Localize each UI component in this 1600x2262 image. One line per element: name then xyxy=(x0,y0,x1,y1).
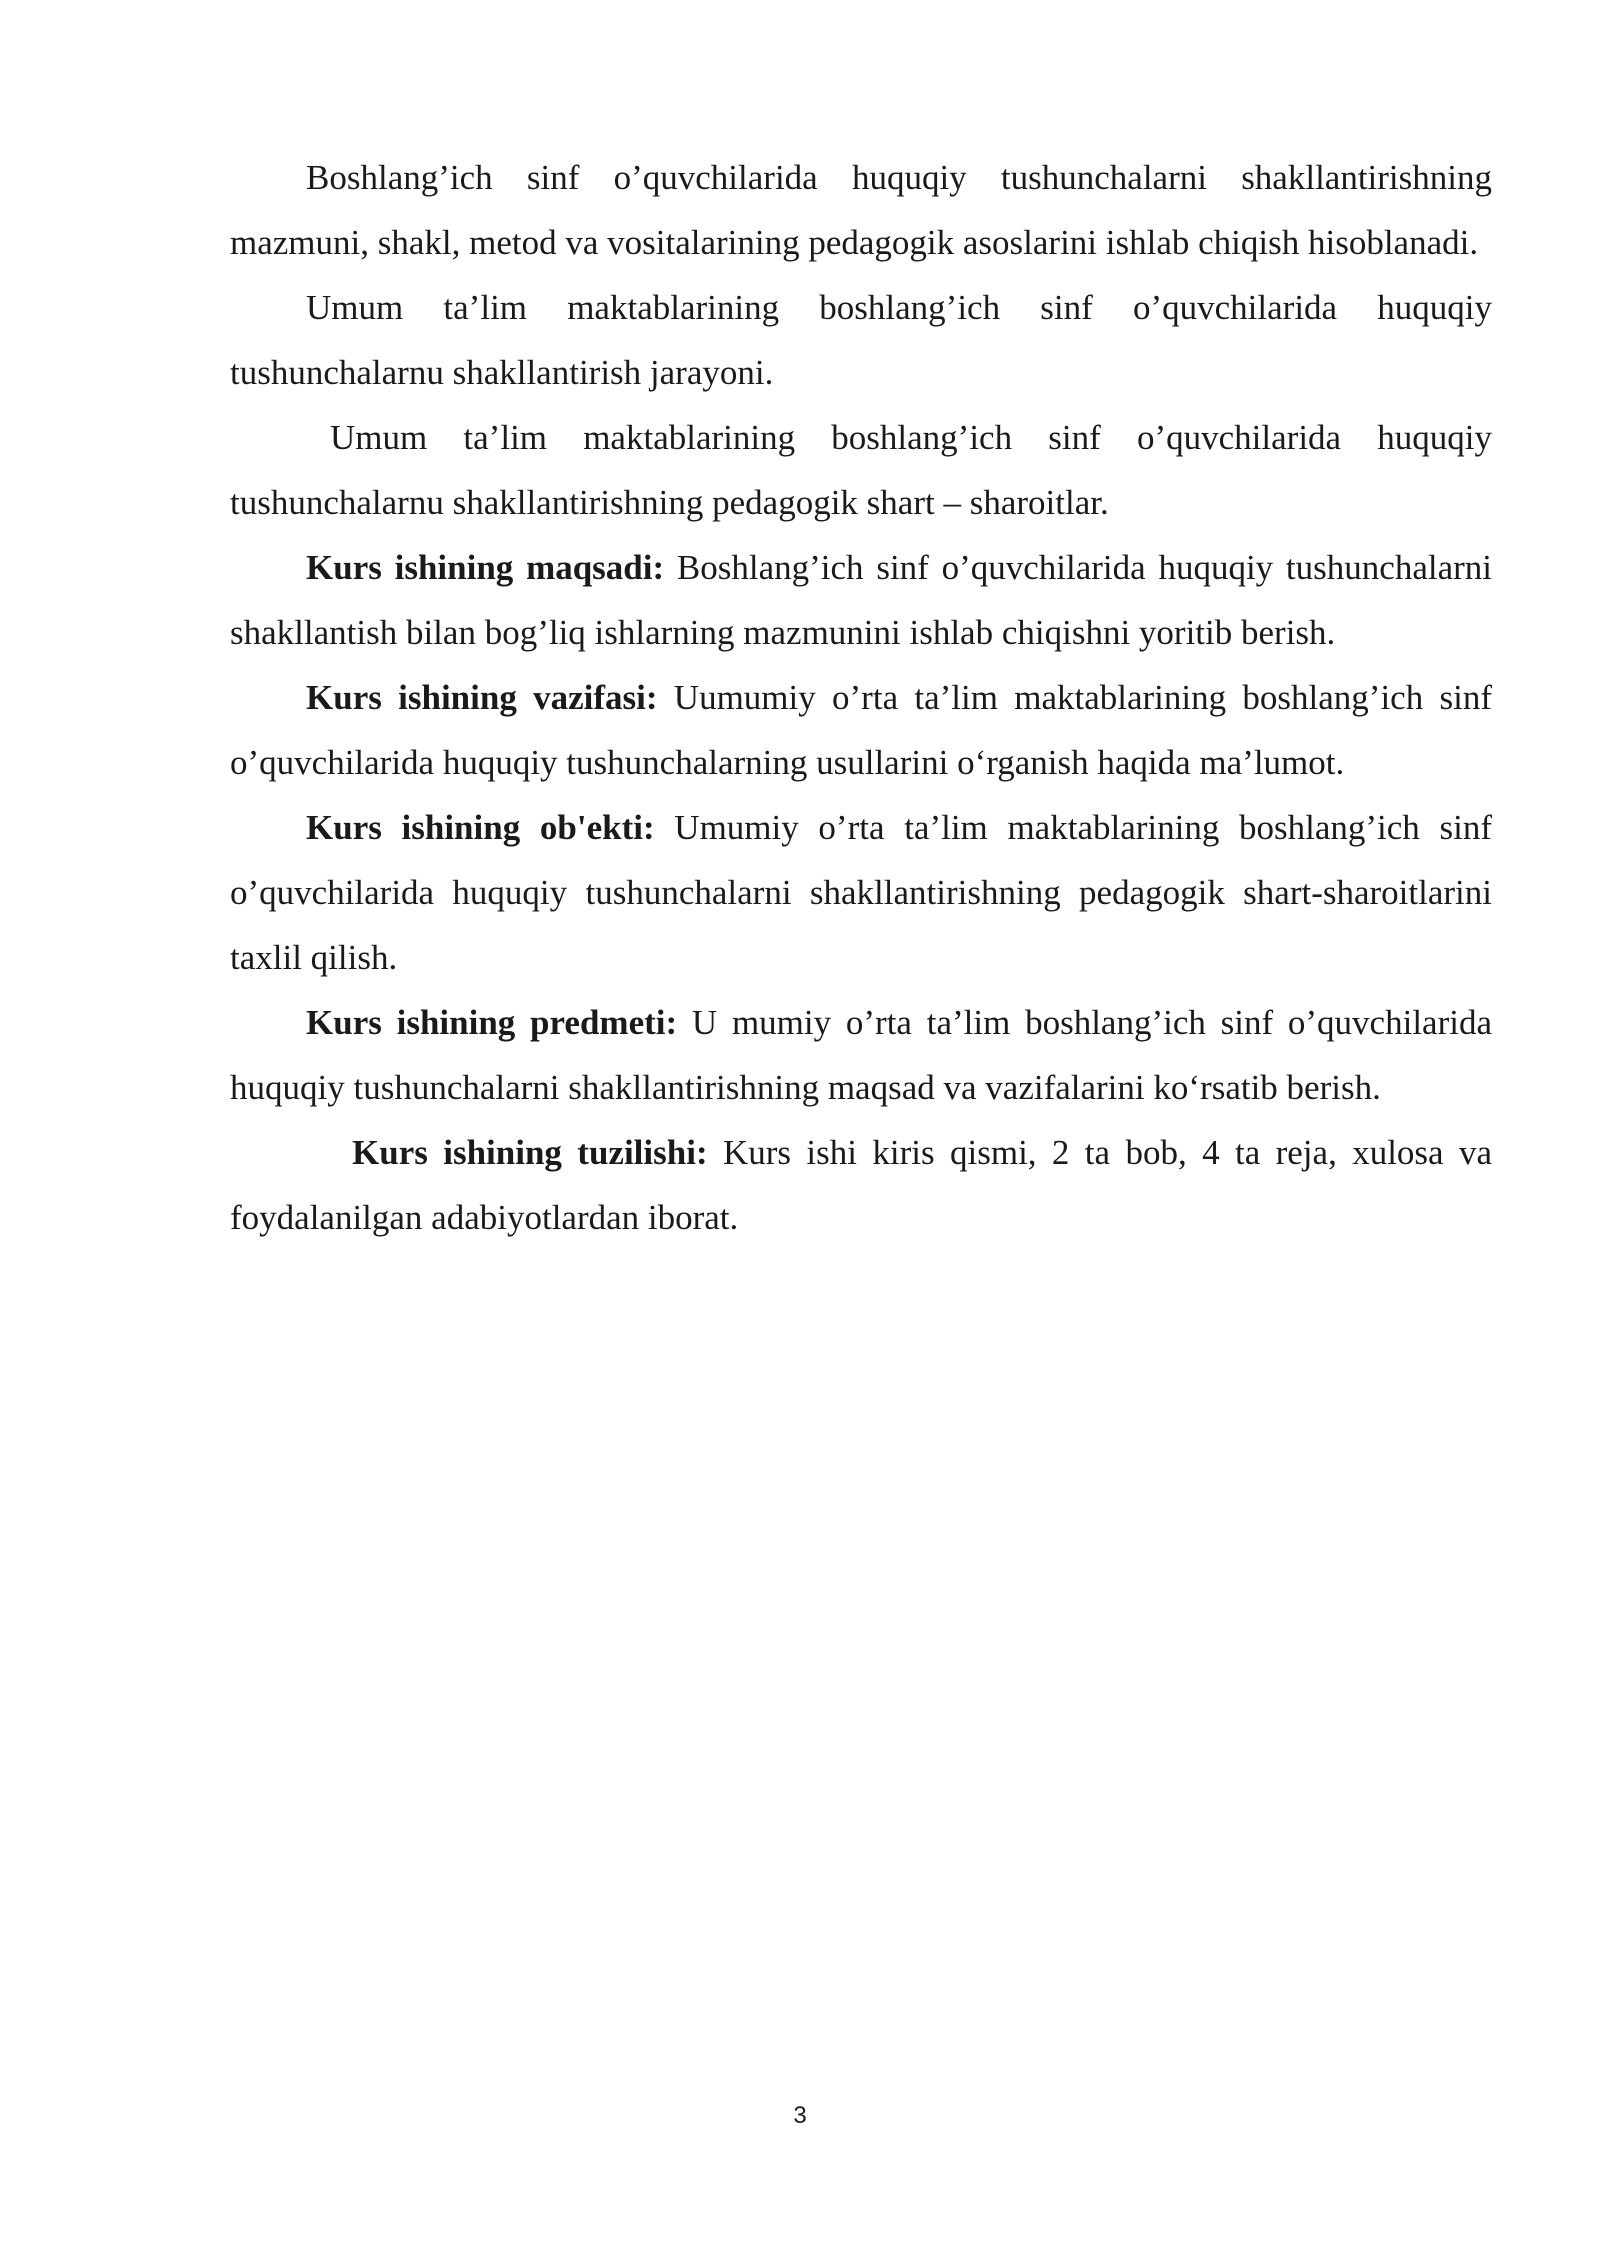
document-body xyxy=(230,145,1492,1250)
paragraph-tasks xyxy=(230,665,1492,795)
paragraph-structure xyxy=(230,1120,1492,1250)
paragraph-label: Kurs ishining tuzilishi: xyxy=(352,1133,708,1172)
paragraph-text: Uumumiy o’rta ta’lim maktablarining boshlang’ich sinf o’quvchilarida huquqiy tushunchalarning usullarini o‘rganish haqida ma’lumot. xyxy=(230,678,1492,782)
paragraph-goal-statement xyxy=(230,145,1492,275)
paragraph-text: Umumiy o’rta ta’lim maktablarining boshlang’ich sinf o’quvchilarida huquqiy tushunchalarni shakllantirishning pedagogik shart-sharoitlarini taxlil qilish. xyxy=(230,808,1492,977)
paragraph-purpose xyxy=(230,535,1492,665)
page-number: 3 xyxy=(793,2102,807,2129)
paragraph-label: Kurs ishining maqsadi: xyxy=(306,548,665,587)
paragraph-label: Kurs ishining vazifasi: xyxy=(306,678,658,717)
paragraph-text: Umum ta’lim maktablarining boshlang’ich sinf o’quvchilarida huquqiy tushunchalarnu shakllantirishning pedagogik shart – sharoitlar. xyxy=(230,418,1492,522)
paragraph-text: Umum ta’lim maktablarining boshlang’ich sinf o’quvchilarida huquqiy tushunchalarnu shakllantirish jarayoni. xyxy=(230,288,1492,392)
paragraph-subject xyxy=(230,990,1492,1120)
paragraph-process xyxy=(230,275,1492,405)
paragraph-text: U mumiy o’rta ta’lim boshlang’ich sinf o’quvchilarida huquqiy tushunchalarni shakllantirishning maqsad va vazifalarini ko‘rsatib berish. xyxy=(230,1003,1492,1107)
paragraph-conditions xyxy=(230,405,1492,535)
paragraph-text: Boshlang’ich sinf o’quvchilarida huquqiy tushunchalarni shakllantish bilan bog’liq ishlarning mazmunini ishlab chiqishni yoritib berish. xyxy=(230,548,1492,652)
paragraph-label: Kurs ishining ob'ekti: xyxy=(306,808,655,847)
paragraph-object xyxy=(230,795,1492,990)
paragraph-label: Kurs ishining predmeti: xyxy=(306,1003,678,1042)
paragraph-text: Kurs ishi kiris qismi, 2 ta bob, 4 ta reja, xulosa va foydalanilgan adabiyotlardan iborat. xyxy=(230,1133,1492,1237)
paragraph-text: Boshlang’ich sinf o’quvchilarida huquqiy tushunchalarni shakllantirishning mazmuni, shakl, metod va vositalarining pedagogik asoslarini ishlab chiqish hisoblanadi. xyxy=(230,158,1492,262)
